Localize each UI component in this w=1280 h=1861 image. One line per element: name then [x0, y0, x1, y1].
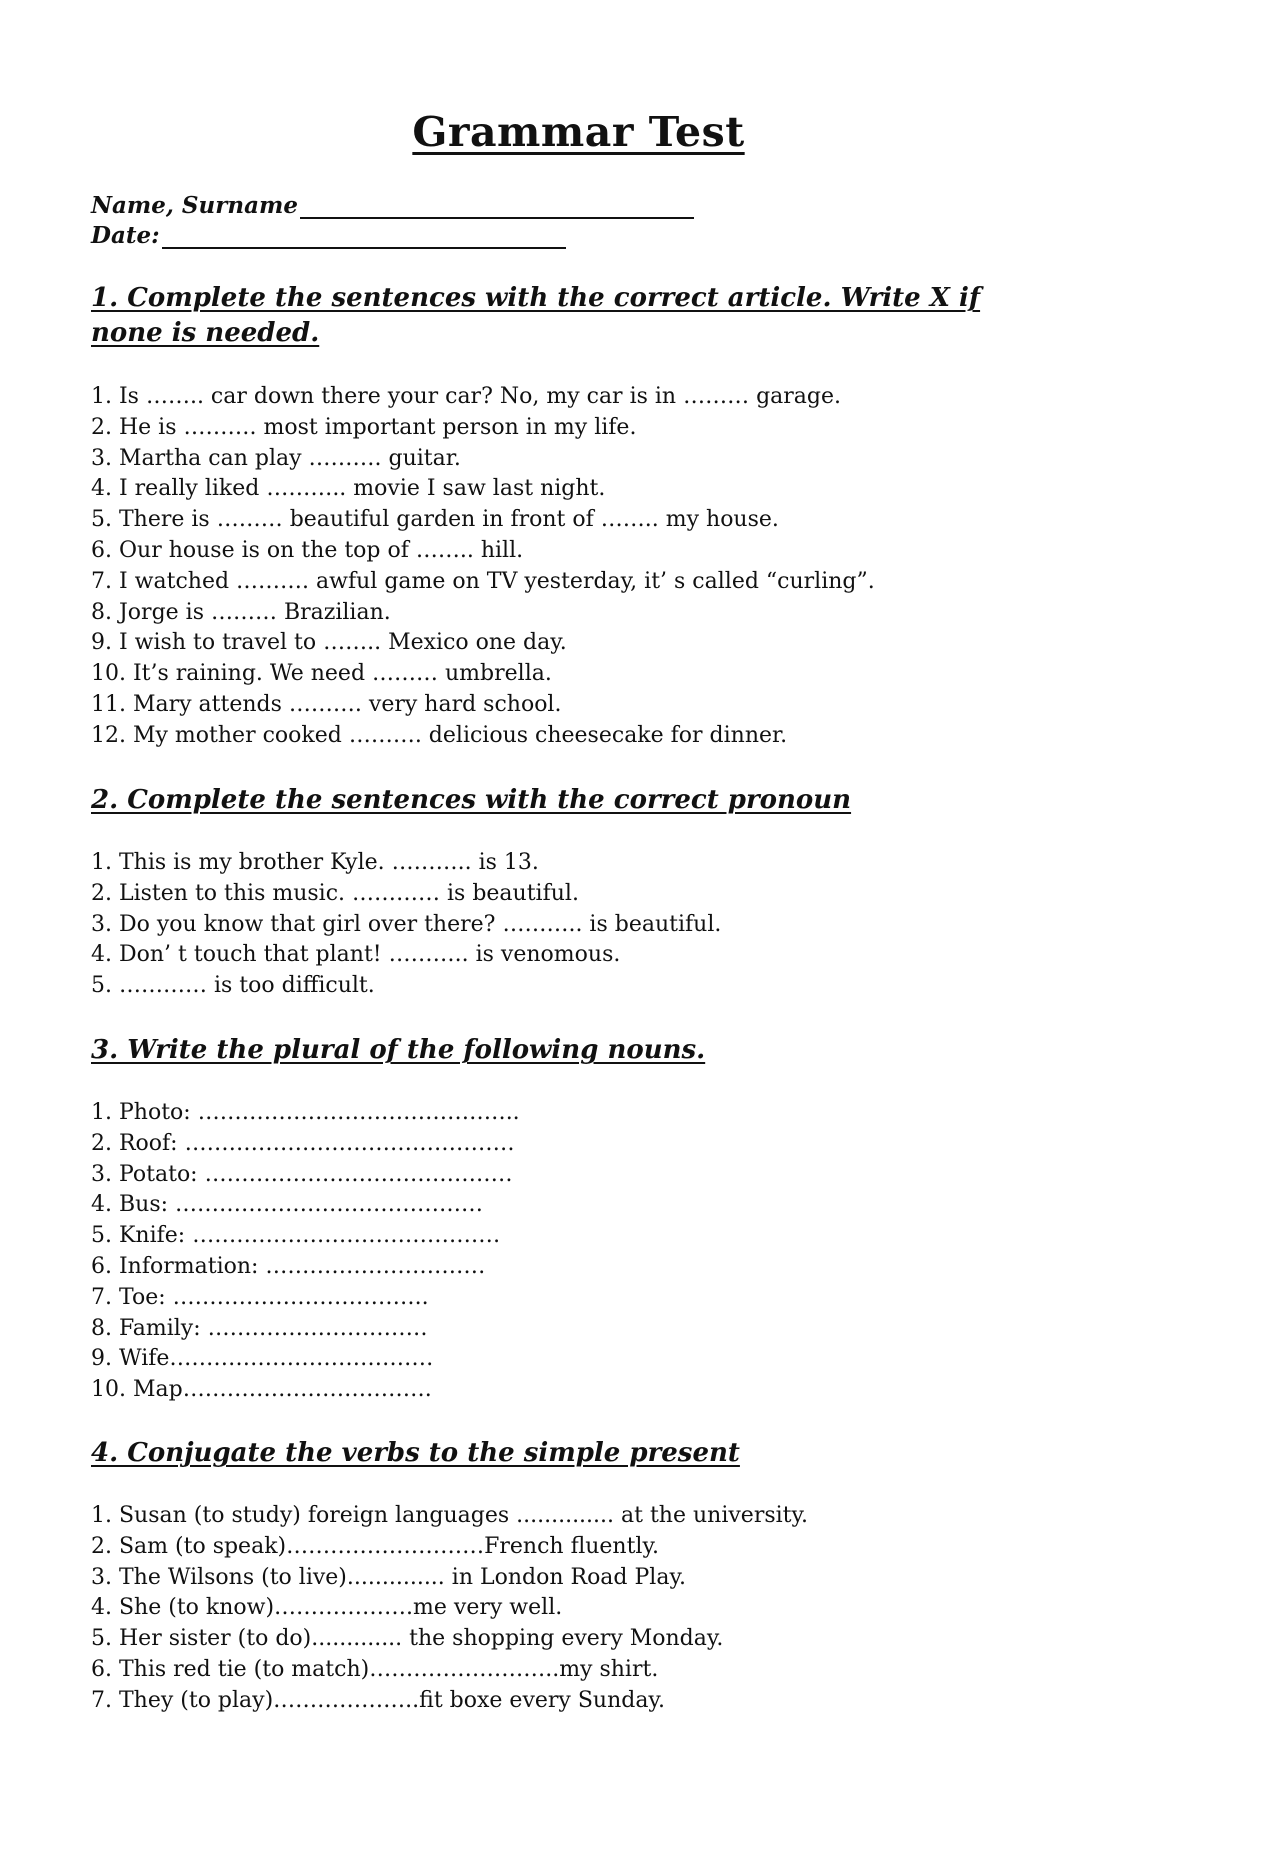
list-item: 5. Knife: ……………………………………	[91, 1223, 501, 1249]
section-4-heading: 4. Conjugate the verbs to the simple present	[91, 1438, 740, 1468]
list-item: 4. She (to know)……………….me very well.	[91, 1595, 563, 1621]
list-item: 11. Mary attends ………. very hard school.	[91, 691, 562, 717]
section-1-heading: 1. Complete the sentences with the correct article. Write X if none is needed.	[91, 283, 981, 348]
list-item: 2. Sam (to speak)………………………French fluently.	[91, 1533, 659, 1559]
list-item: 5. Her sister (to do)............. the shopping every Monday.	[91, 1626, 724, 1652]
list-item: 8. Family: …………………………	[91, 1315, 428, 1341]
list-item: 1. Photo: ……………………………………..	[91, 1100, 520, 1125]
list-item: 4. Bus: ……………………………………	[91, 1192, 484, 1218]
list-item: 10. It’s raining. We need ……… umbrella.	[91, 661, 552, 687]
list-item: 5. ………… is too difficult.	[91, 973, 375, 999]
list-item: 7. Toe: ……………………………..	[91, 1284, 429, 1310]
section-4-list	[91, 1501, 808, 1717]
section-3-heading: 3. Write the plural of the following nouns.	[91, 1035, 706, 1065]
list-item: 9. Wife………………………………	[91, 1346, 434, 1372]
list-item: 12. My mother cooked ………. delicious cheesecake for dinner.	[91, 722, 788, 748]
date-label: Date:	[91, 222, 160, 249]
name-field[interactable]	[91, 192, 694, 219]
list-item: 7. They (to play)………………..fit boxe every Sunday.	[91, 1687, 665, 1713]
list-item: 2. Roof: ………………………………………	[91, 1130, 515, 1156]
section-2-heading: 2. Complete the sentences with the correct pronoun	[91, 785, 852, 815]
list-item: 1. Is …….. car down there your car? No, my car is in ……… garage.	[91, 384, 842, 409]
date-field[interactable]	[91, 222, 566, 249]
list-item: 4. Don’ t touch that plant! ……….. is venomous.	[91, 942, 621, 968]
section-2-list	[91, 848, 721, 1002]
list-item: 10. Map…………………………….	[91, 1377, 432, 1403]
list-item: 7. I watched ………. awful game on TV yesterday, it’ s called “curling”.	[91, 568, 875, 594]
list-item: 6. Our house is on the top of …….. hill.	[91, 537, 524, 563]
list-item: 3. Potato: ……………………………………	[91, 1161, 513, 1187]
list-item: 3. Do you know that girl over there? ……….. is beautiful.	[91, 911, 722, 937]
list-item: 6. Information: …………………………	[91, 1253, 486, 1279]
list-item: 6. This red tie (to match)……………………..my shirt.	[91, 1656, 659, 1682]
list-item: 5. There is ……… beautiful garden in front of …….. my house.	[91, 507, 779, 533]
section-1-list	[91, 382, 875, 752]
date-blank-line[interactable]	[162, 227, 566, 249]
list-item: 2. He is ………. most important person in my life.	[91, 414, 637, 440]
page-title: Grammar Test	[412, 108, 745, 156]
list-item: 9. I wish to travel to …….. Mexico one day.	[91, 630, 567, 656]
list-item: 4. I really liked ……….. movie I saw last night.	[91, 476, 606, 502]
list-item: 3. The Wilsons (to live).............. in London Road Play.	[91, 1564, 686, 1590]
name-label: Name, Surname	[91, 192, 298, 219]
section-3-list	[91, 1098, 520, 1406]
list-item: 3. Martha can play ………. guitar.	[91, 445, 461, 471]
name-blank-line[interactable]	[300, 197, 694, 219]
list-item: 1. Susan (to study) foreign languages .............. at the university.	[91, 1503, 808, 1528]
list-item: 1. This is my brother Kyle. ……….. is 13.	[91, 850, 539, 875]
list-item: 8. Jorge is ……… Brazilian.	[91, 599, 391, 625]
list-item: 2. Listen to this music. ………… is beautiful.	[91, 880, 579, 906]
